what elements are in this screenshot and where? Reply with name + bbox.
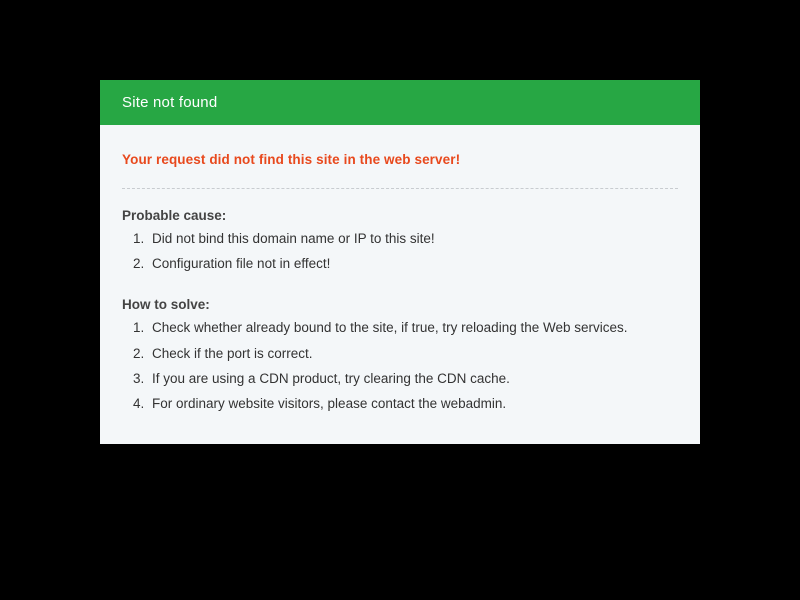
list-item: 2. Configuration file not in effect! (148, 255, 678, 273)
probable-cause-heading: Probable cause: (122, 208, 227, 223)
list-item: 3. If you are using a CDN product, try clearing the CDN cache. (148, 370, 678, 388)
page-title: Site not found (122, 94, 218, 111)
error-panel (100, 80, 700, 444)
how-to-solve-list (122, 319, 678, 413)
panel-header (100, 80, 700, 125)
list-item: 2. Check if the port is correct. (148, 345, 678, 363)
list-item: 1. Check whether already bound to the site, if true, try reloading the Web services. (148, 319, 678, 337)
divider (122, 188, 678, 189)
panel-body (100, 125, 700, 444)
list-item: 4. For ordinary website visitors, please contact the webadmin. (148, 395, 678, 413)
how-to-solve-heading: How to solve: (122, 297, 210, 313)
probable-cause-list (122, 230, 678, 273)
error-message: Your request did not find this site in the web server! (122, 152, 461, 167)
list-item: 1. Did not bind this domain name or IP to this site! (148, 230, 678, 248)
